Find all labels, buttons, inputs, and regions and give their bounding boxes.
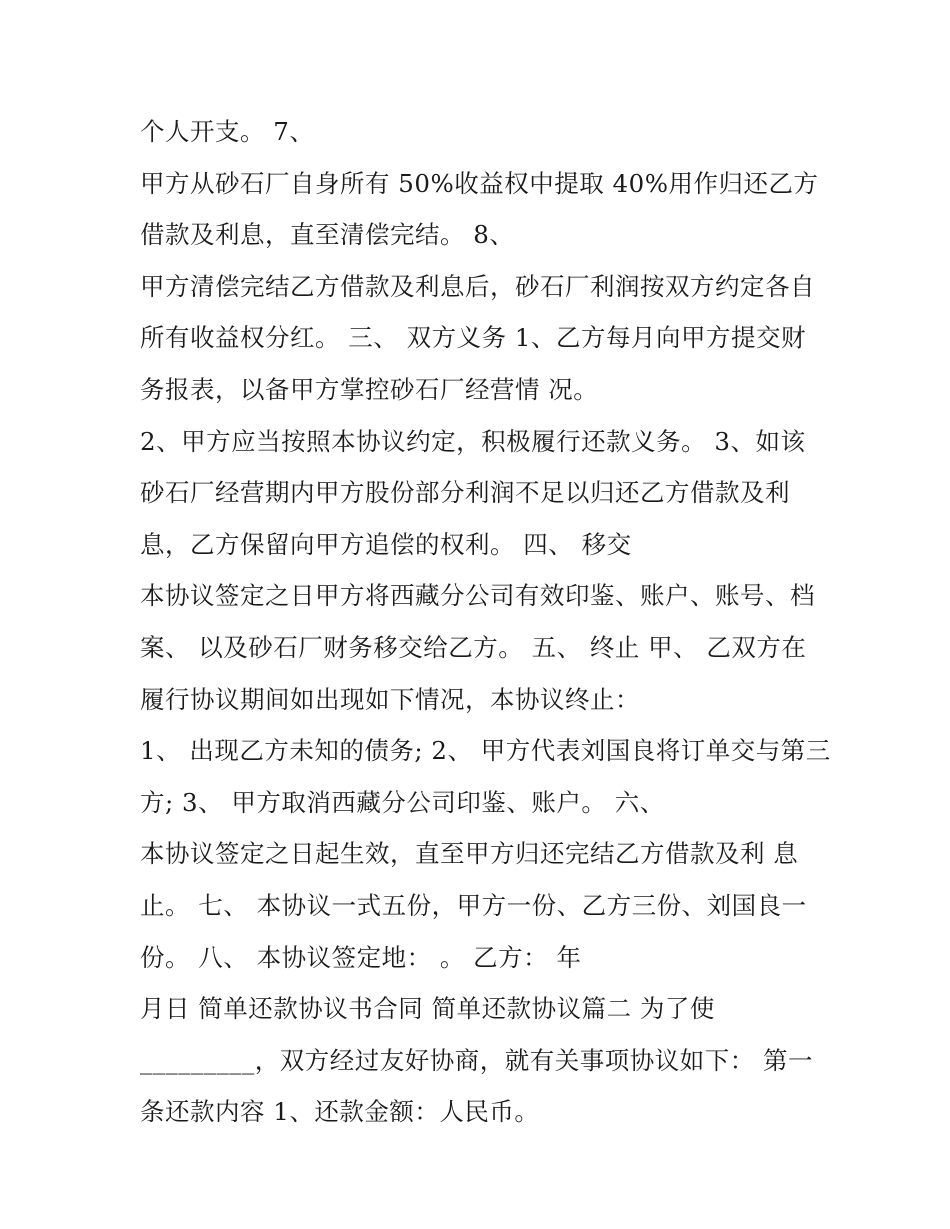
text-line: 月日 简单还款协议书合同 简单还款协议篇二 为了使 [140,994,715,1024]
document-body [140,106,831,1138]
text-line: 所有收益权分红。 三、 双方义务 1、乙方每月向甲方提交财 [140,323,806,353]
text-line: 案、 以及砂石厂财务移交给乙方。 五、 终止 甲、 乙双方在 [140,632,807,662]
text-line: 息，乙方保留向甲方追偿的权利。 四、 移交 [140,529,632,559]
text-line: 借款及利息，直至清偿完结。 8、 [140,220,515,250]
text-line: 本协议签定之日起生效，直至甲方归还完结乙方借款及利 息 [140,839,799,869]
text-line: 1、 出现乙方未知的债务; 2、 甲方代表刘国良将订单交与第三 [140,736,831,766]
text-line: 2、甲方应当按照本协议约定，积极履行还款义务。 3、如该 [140,426,806,456]
text-line: 本协议签定之日甲方将西藏分公司有效印鉴、账户、账号、档 [140,581,815,611]
text-line: _________，双方经过友好协商，就有关事项协议如下： 第一 [140,1045,814,1075]
text-line: 条还款内容 1、还款金额：人民币。 [140,1097,540,1127]
text-line: 止。 七、 本协议一式五份，甲方一份、乙方三份、刘国良一 [140,890,807,920]
text-line: 务报表，以备甲方掌控砂石厂经营情 况。 [140,374,599,404]
text-line: 甲方清偿完结乙方借款及利息后，砂石厂利润按双方约定各自 [140,271,815,301]
text-line: 砂石厂经营期内甲方股份部分利润不足以归还乙方借款及利 [140,478,790,508]
text-line: 方; 3、 甲方取消西藏分公司印鉴、账户。 六、 [140,787,665,817]
text-line: 份。 八、 本协议签定地： 。 乙方： 年 [140,942,582,972]
text-line: 甲方从砂石厂自身所有 50%收益权中提取 40%用作归还乙方 [140,168,819,198]
text-line: 履行协议期间如出现如下情况，本协议终止： [140,684,640,714]
text-line: 个人开支。 7、 [140,117,315,146]
